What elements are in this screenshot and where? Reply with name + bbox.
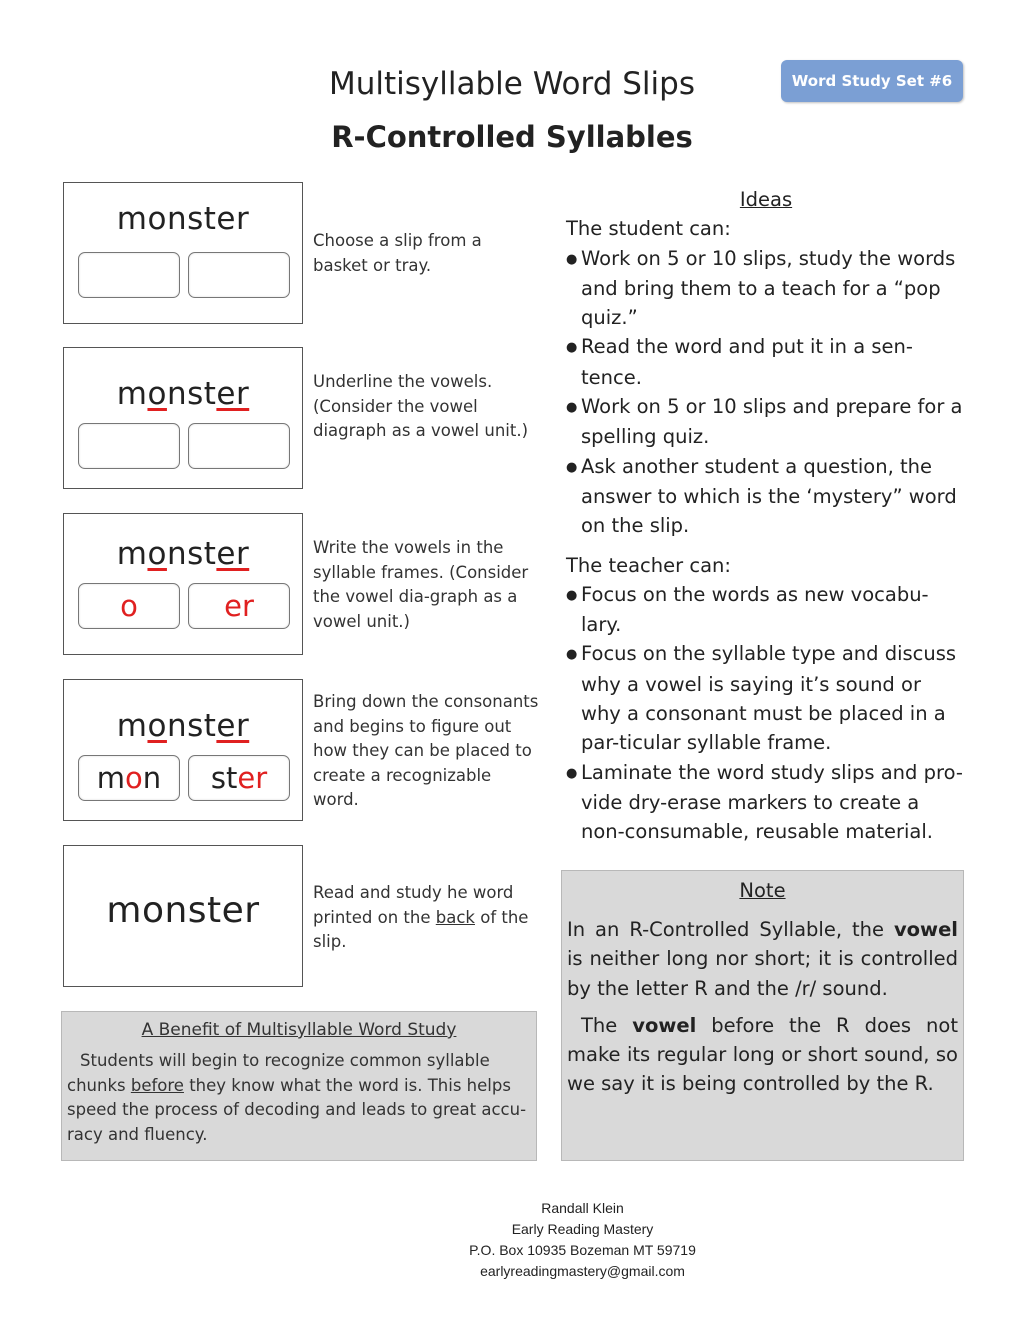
mailing-address: P.O. Box 10935 Bozeman MT 59719 — [469, 1242, 696, 1258]
author-name: Randall Klein — [541, 1200, 624, 1216]
note-box — [561, 870, 964, 1161]
syllable-frame — [78, 252, 180, 298]
teacher-idea: ● Laminate the word study slips and pro-vide dry-erase markers to create a non-consumable, reusable material. — [566, 760, 963, 844]
vowel-er: er — [216, 376, 250, 412]
syllable-frame-vowel-1: o — [78, 583, 180, 629]
teacher-idea: ● Focus on the syllable type and discuss why a vowel is saying it’s sound or why a consonant must be placed in a par-ticular syllable frame. — [566, 642, 957, 755]
email-address: earlyreadingmastery@gmail.com — [480, 1263, 685, 1279]
footer-contact — [0, 1198, 1024, 1282]
student-idea: ● Read the word and put it in a sen-tence. — [566, 335, 913, 389]
slip-word-underlined: monster — [116, 376, 250, 412]
step-2-text: Underline the vowels. (Consider the vowel diagraph as a vowel unit.) — [313, 372, 529, 440]
page-subtitle: R-Controlled Syllables — [331, 120, 693, 154]
syllable-frame-vowel-2: er — [188, 583, 290, 629]
page-title: Multisyllable Word Slips — [329, 66, 695, 102]
student-intro: The student can: — [566, 217, 731, 241]
ideas-section — [566, 185, 966, 847]
organization: Early Reading Mastery — [511, 1221, 654, 1237]
vowel-o: o — [147, 376, 167, 412]
word-slip-5 — [63, 845, 303, 987]
vowel-er: er — [216, 708, 250, 744]
syllable-frame — [188, 423, 290, 469]
vowel-o: o — [147, 536, 167, 572]
slip-word: monster — [116, 201, 250, 237]
step-1-text: Choose a slip from a basket or tray. — [313, 231, 482, 275]
set-badge: Word Study Set #6 — [781, 60, 963, 102]
syllable-frame-ster: ster — [188, 755, 290, 801]
note-paragraph-2: The vowel before the R does not make its regular long or short sound, so we say it is being controlled by the R. — [567, 1013, 958, 1096]
student-idea: ● Ask another student a question, the answer to which is the ‘mystery” word on the slip. — [566, 454, 957, 538]
student-idea: ● Work on 5 or 10 slips and prepare for a spelling quiz. — [566, 395, 963, 449]
benefit-box — [61, 1011, 537, 1161]
note-paragraph-1: In an R-Controlled Syllable, the vowel is neither long nor short; it is controlled by the letter R and the /r/ sound. — [567, 918, 958, 1000]
slip-word-back: monster — [106, 890, 260, 931]
teacher-intro: The teacher can: — [566, 553, 731, 577]
word-slip-1 — [63, 182, 303, 324]
benefit-text: Students will begin to recognize common syllable chunks before they know what the word is. This helps speed the process of decoding and leads to great accu-racy and fluency. — [67, 1051, 527, 1144]
slip-word-underlined: monster — [116, 536, 250, 572]
vowel-er: er — [216, 536, 250, 572]
step-3-text: Write the vowels in the syllable frames. (Consider the vowel dia-graph as a vowel unit.) — [313, 538, 529, 631]
student-idea: ● Work on 5 or 10 slips, study the words and bring them to a teach for a “pop quiz.” — [566, 246, 956, 330]
syllable-frame — [78, 423, 180, 469]
step-5-text: Read and study he word printed on the back of the slip. — [313, 883, 529, 951]
note-title: Note — [739, 879, 786, 902]
slip-word-underlined: monster — [116, 708, 250, 744]
note-text — [567, 915, 958, 1099]
syllable-frame-mon: mon — [78, 755, 180, 801]
ideas-heading: Ideas — [739, 188, 793, 211]
teacher-idea: ● Focus on the words as new vocabu-lary. — [566, 582, 929, 637]
vowel-o: o — [147, 708, 167, 744]
word-slip-2 — [63, 347, 303, 489]
syllable-frame — [188, 252, 290, 298]
word-slip-3 — [63, 513, 303, 655]
step-4-text: Bring down the consonants and begins to figure out how they can be placed to create a recognizable word. — [313, 692, 539, 809]
word-slip-4 — [63, 679, 303, 821]
benefit-title: A Benefit of Multisyllable Word Study — [141, 1020, 457, 1040]
